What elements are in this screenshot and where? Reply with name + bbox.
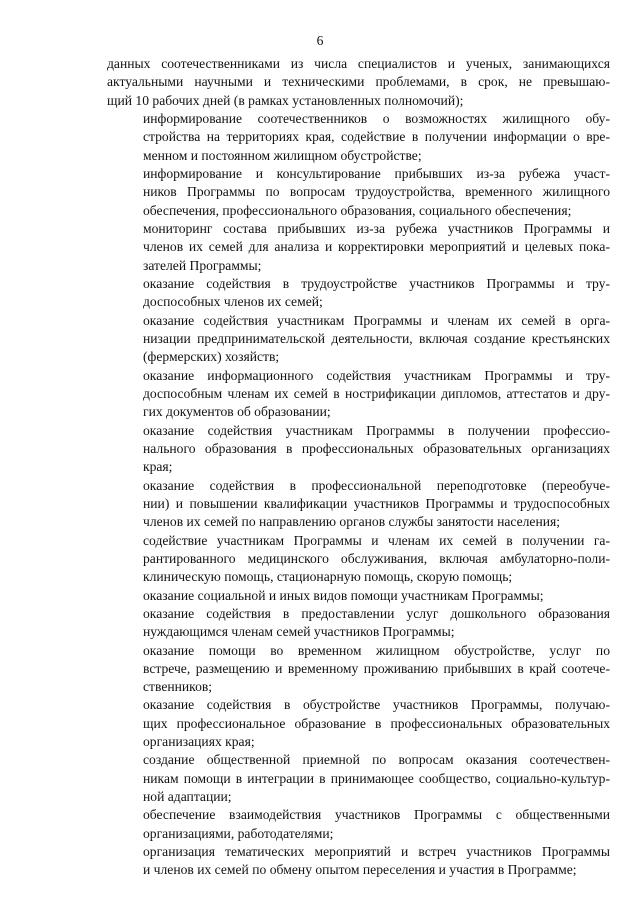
paragraph — [107, 110, 610, 165]
text-line: нии) и повышении квалификации участников Программы и трудоспособных — [143, 495, 610, 511]
text-line: организация тематических мероприятий и встреч участников Программы — [143, 844, 610, 860]
body-text — [107, 55, 610, 880]
text-line: оказание содействия в предоставлении услуг дошкольного образования — [143, 605, 610, 621]
text-line: актуальными научными и техническими проблемами, в срок, не превышаю- — [107, 74, 610, 90]
text-line: создание общественной приемной по вопросам оказания соотечествен- — [143, 752, 610, 768]
paragraph — [107, 55, 610, 110]
text-line: зателей Программы; — [143, 257, 262, 273]
paragraph — [107, 806, 610, 843]
text-line: данных соотечественниками из числа специалистов и ученых, занимающихся — [107, 56, 610, 71]
text-line: низации предпринимательской деятельности, включая создание крестьянских — [143, 330, 610, 346]
text-line: менном и постоянном жилищном обустройстве; — [143, 147, 422, 163]
text-line: щих профессиональное образование в профессиональных образовательных — [143, 715, 610, 731]
text-line: оказание содействия участникам Программы и членам их семей в орга- — [143, 312, 610, 328]
paragraph — [107, 367, 610, 422]
text-line: оказание социальной и иных видов помощи участникам Программы; — [143, 587, 544, 603]
paragraph — [107, 422, 610, 477]
paragraph — [107, 605, 610, 642]
text-line: щий 10 рабочих дней (в рамках установленных полномочий); — [107, 92, 464, 108]
paragraph — [107, 532, 610, 587]
text-line: оказание содействия в трудоустройстве участников Программы и тру- — [143, 275, 610, 291]
text-line: (фермерских) хозяйств; — [143, 349, 280, 365]
text-line: нального образования в профессиональных образовательных организациях — [143, 440, 610, 456]
text-line: организациями, работодателями; — [143, 825, 334, 841]
text-line: стройства на территориях края, содействие в получении информации о вре- — [143, 129, 610, 145]
paragraph — [107, 696, 610, 751]
text-line: края; — [143, 459, 173, 475]
text-line: оказание содействия участникам Программы в получении профессио- — [143, 422, 610, 438]
text-line: оказание информационного содействия участникам Программы и тру- — [143, 367, 610, 383]
text-line: рантированного медицинского обслуживания, включая амбулаторно-поли- — [143, 550, 610, 566]
text-line: встрече, размещению и временному проживанию прибывших в край соотече- — [143, 660, 610, 676]
text-line: ников Программы по вопросам трудоустройства, временного жилищного — [143, 184, 610, 200]
text-line: организациях края; — [143, 734, 255, 750]
text-line: обеспечение взаимодействия участников Программы с общественными — [143, 807, 610, 823]
paragraph — [107, 587, 610, 605]
text-line: клиническую помощь, стационарную помощь, скорую помощь; — [143, 569, 513, 585]
paragraph — [107, 751, 610, 806]
text-line: информирование и консультирование прибывших из-за рубежа участ- — [143, 165, 610, 181]
page-number: 6 — [316, 33, 324, 48]
text-line: оказание содействия в профессиональной переподготовке (переобуче- — [143, 477, 610, 493]
text-line: мониторинг состава прибывших из-за рубежа участников Программы и — [143, 220, 610, 236]
text-line: обеспечения, профессионального образования, социального обеспечения; — [143, 202, 572, 218]
text-line: членов их семей по направлению органов службы занятости населения; — [143, 514, 561, 530]
text-line: членов их семей для анализа и корректировки мероприятий и целевых пока- — [143, 239, 610, 255]
paragraph — [107, 220, 610, 275]
text-line: оказание содействия в обустройстве участников Программы, получаю- — [143, 697, 610, 713]
paragraph — [107, 275, 610, 312]
text-line: и членов их семей по обмену опытом переселения и участия в Программе; — [143, 862, 577, 878]
paragraph — [107, 642, 610, 697]
text-line: нуждающимся членам семей участников Программы; — [143, 624, 455, 640]
paragraph — [107, 165, 610, 220]
text-line: гих документов об образовании; — [143, 404, 331, 420]
paragraph — [107, 843, 610, 880]
text-line: доспособных членов их семей; — [143, 294, 323, 310]
paragraph — [107, 477, 610, 532]
text-line: информирование соотечественников о возможностях жилищного обу- — [143, 110, 610, 126]
text-line: доспособным членам их семей в нострификации дипломов, аттестатов и дру- — [143, 385, 610, 401]
text-line: содействие участникам Программы и членам их семей в получении га- — [143, 532, 610, 548]
text-line: ственников; — [143, 679, 213, 695]
text-line: оказание помощи во временном жилищном обустройстве, услуг по — [143, 642, 610, 658]
text-line: ной адаптации; — [143, 789, 232, 805]
text-line: никам помощи в интеграции в принимающее сообщество, социально-культур- — [143, 770, 610, 786]
paragraph — [107, 312, 610, 367]
